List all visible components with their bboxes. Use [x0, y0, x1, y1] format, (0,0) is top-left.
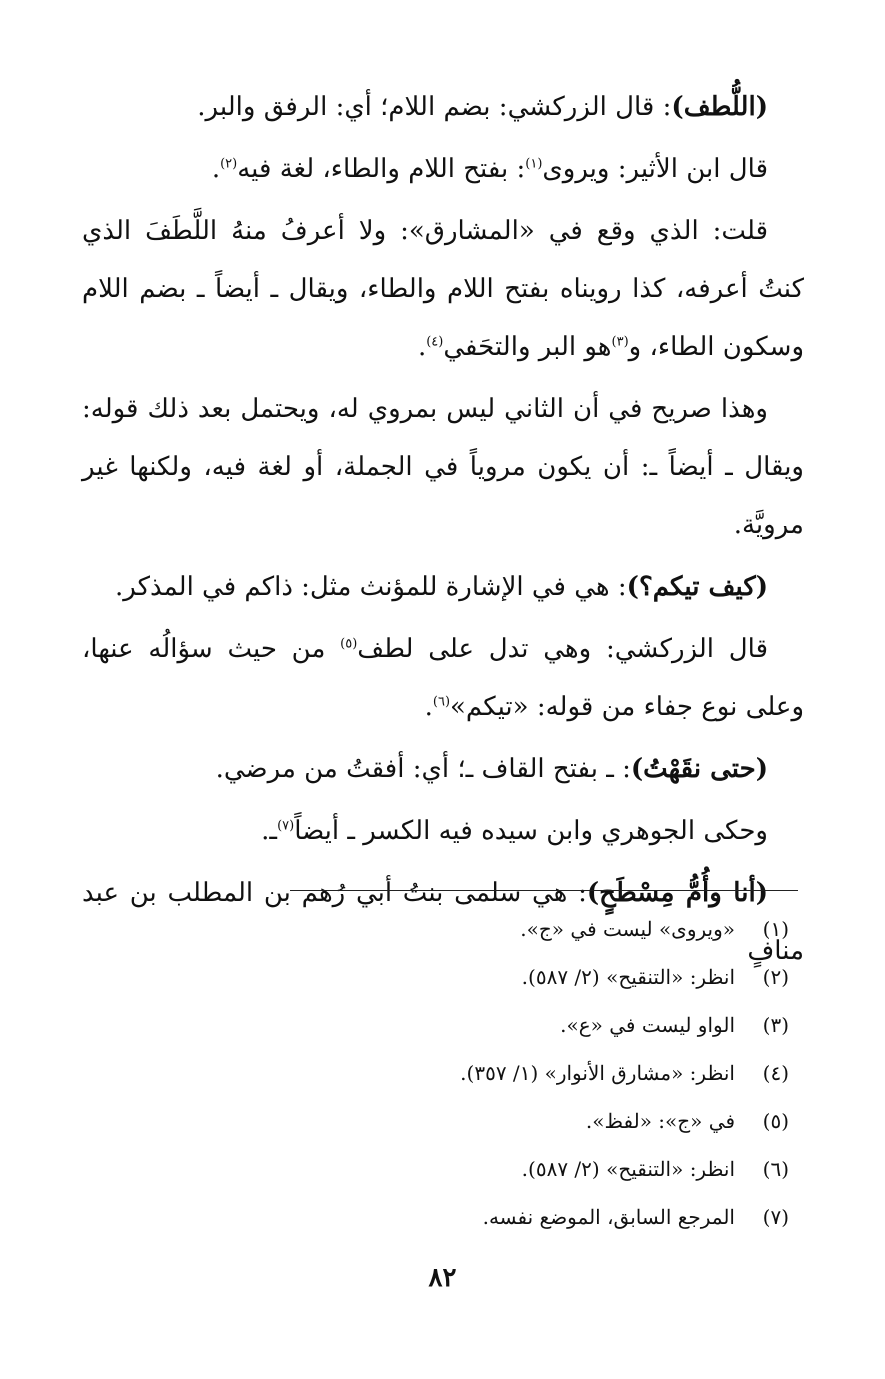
footnote-number: (٤): [762, 1061, 789, 1085]
paragraph-commentary: [82, 380, 804, 554]
main-text: [82, 78, 804, 980]
footnote-item: [189, 1001, 789, 1049]
entry-text: : هي في الإشارة للمؤنث مثل: ذاكم في المذكر.: [114, 572, 627, 602]
footnote-item: [189, 1145, 789, 1193]
paragraph-text: : بفتح اللام والطاء، لغة فيه: [237, 154, 526, 184]
footnote-item: [189, 953, 789, 1001]
footnote-text: انظر: «التنقيح» (٢/ ٥٨٧).: [521, 1157, 735, 1181]
entry-text: : قال الزركشي: بضم اللام؛ أي: الرفق والبر.: [197, 92, 672, 122]
footnote-number: (٦): [762, 1157, 789, 1181]
footnote-marker[interactable]: (٤): [426, 334, 444, 350]
footnote-marker[interactable]: (٣): [611, 334, 629, 350]
footnote-number: (٧): [762, 1205, 789, 1229]
page-body: [82, 78, 804, 980]
footnote-item: [189, 1193, 789, 1241]
footnote-marker[interactable]: (٧): [277, 818, 295, 834]
footnotes-list: [189, 905, 789, 1241]
paragraph-text: قال الزركشي: وهي تدل على لطف: [357, 634, 768, 664]
entry-heading: (كيف تيكم؟): [626, 572, 768, 602]
footnote-marker[interactable]: (٥): [340, 636, 358, 652]
footnote-marker[interactable]: (٢): [220, 156, 238, 172]
footnote-item: [189, 1097, 789, 1145]
page-number: ٨٢: [428, 1263, 457, 1293]
entry-text: : ـ بفتح القاف ـ؛ أي: أفقتُ من مرضي.: [215, 754, 631, 784]
paragraph-text: .: [211, 154, 221, 184]
entry-heading: (اللُّطف): [671, 92, 768, 122]
footnote-text: «ويروى» ليست في «ج».: [520, 917, 735, 941]
footnote-item: [189, 905, 789, 953]
paragraph-text: .: [417, 332, 427, 362]
footnote-item: [189, 1049, 789, 1097]
footnote-number: (١): [762, 917, 789, 941]
paragraph-jawhari: [82, 802, 804, 860]
paragraph-text: قال ابن الأثير: ويروى: [542, 154, 768, 184]
footnote-number: (٣): [762, 1013, 789, 1037]
footnote-text: الواو ليست في «ع».: [560, 1013, 735, 1037]
footnote-number: (٥): [762, 1109, 789, 1133]
paragraph-kayfa-tikum: [82, 558, 804, 616]
paragraph-ibn-athir: [82, 140, 804, 198]
paragraph-lutf: [82, 78, 804, 136]
footnote-divider: [290, 890, 798, 891]
paragraph-text: وهذا صريح في أن الثاني ليس بمروي له، ويحتمل بعد ذلك قوله: ويقال ـ أيضاً ـ: أن يكون مروياً في الجملة، أو لغة فيه، ولكنها غير مرويَّة.: [82, 394, 804, 540]
paragraph-text: هو البر والتحَفي: [443, 332, 612, 362]
paragraph-text: ـ.: [261, 816, 278, 846]
paragraph-naqahtu: [82, 740, 804, 798]
paragraph-text: قلت: الذي وقع في «المشارق»: ولا أعرفُ منهُ اللَّطَفَ الذي كنتُ أعرفه، كذا رويناه بفتح اللام والطاء، ويقال ـ أيضاً ـ بضم اللام وسكون الطاء، و: [82, 216, 804, 362]
footnote-marker[interactable]: (١): [525, 156, 543, 172]
footnote-text: المرجع السابق، الموضع نفسه.: [482, 1205, 735, 1229]
footnote-number: (٢): [762, 965, 789, 989]
footnote-marker[interactable]: (٦): [432, 694, 451, 710]
paragraph-text: .: [424, 692, 433, 722]
footnote-text: في «ج»: «لفظ».: [585, 1109, 735, 1133]
entry-heading: (حتى نقَهْتُ): [630, 754, 768, 784]
paragraph-zarkashi: [82, 620, 804, 736]
paragraph-text: من حيث سؤالُه عنها، وعلى نوع جفاء من قوله: «تيكم»: [82, 634, 804, 722]
footnote-text: انظر: «مشارق الأنوار» (١/ ٣٥٧).: [460, 1061, 735, 1085]
paragraph-mashariq: [82, 202, 804, 376]
footnote-text: انظر: «التنقيح» (٢/ ٥٨٧).: [521, 965, 735, 989]
paragraph-text: وحكى الجوهري وابن سيده فيه الكسر ـ أيضاً: [294, 816, 768, 846]
entry-heading: (أنا وأُمُّ مِسْطَحٍ): [586, 878, 768, 908]
entry-text: : هي سلمى بنتُ أبي رُهم بن المطلب بن عبد منافٍ: [82, 878, 804, 966]
